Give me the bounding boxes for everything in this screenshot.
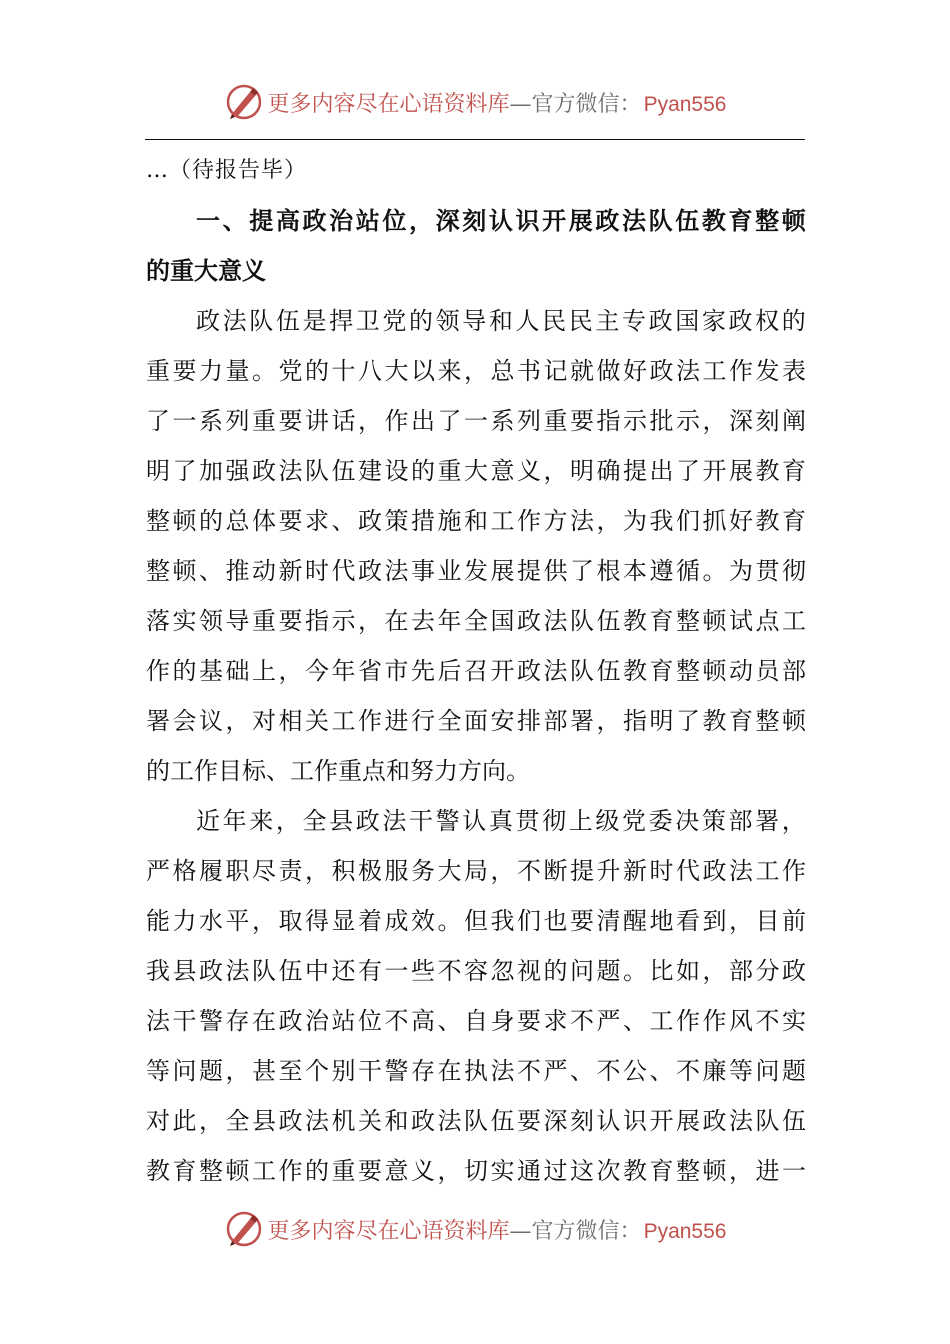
paragraph-line: 我 县 政 法 队 伍 中 还 有 一 些 不 容 忽 视 的 问 题 。 比 如 ， 部 分 政 bbox=[146, 957, 806, 985]
paragraph-line: 重 要 力 量 。 党 的 十 八 大 以 来 ， 总 书 记 就 做 好 政 法 工 作 发 表 bbox=[146, 357, 806, 385]
paragraph-line: 严 格 履 职 尽 责 ， 积 极 服 务 大 局 ， 不 断 提 升 新 时 代 政 法 工 作 bbox=[146, 857, 806, 885]
paragraph-line: 等 问 题 ， 甚 至 个 别 干 警 存 在 执 法 不 严 、 不 公 、 不 廉 等 问 题 bbox=[146, 1057, 806, 1085]
paragraph-line: 近 年 来 ， 全 县 政 法 干 警 认 真 贯 彻 上 级 党 委 决 策 部 署 ， bbox=[196, 807, 806, 835]
watermark-middle: —官方微信： bbox=[509, 1218, 642, 1244]
header-watermark bbox=[0, 80, 950, 124]
paragraph-2 bbox=[146, 796, 806, 1196]
watermark-account: Pyan556 bbox=[643, 1219, 727, 1243]
footer-watermark bbox=[0, 1207, 950, 1251]
paragraph-line: 整 顿 的 总 体 要 求 、 政 策 措 施 和 工 作 方 法 ， 为 我 们 抓 好 教 育 bbox=[146, 507, 806, 535]
paragraph-line: 署 会 议 ， 对 相 关 工 作 进 行 全 面 安 排 部 署 ， 指 明 了 教 育 整 顿 bbox=[146, 707, 806, 735]
paragraph-line: 落 实 领 导 重 要 指 示 ， 在 去 年 全 国 政 法 队 伍 教 育 整 顿 试 点 工 bbox=[146, 607, 806, 635]
pen-logo-icon bbox=[224, 1209, 264, 1249]
paragraph-line: 对 此 ， 全 县 政 法 机 关 和 政 法 队 伍 要 深 刻 认 识 开 展 政 法 队 伍 bbox=[146, 1107, 806, 1135]
document-body bbox=[146, 146, 806, 1196]
header-divider bbox=[145, 139, 805, 140]
paragraph-line: 政 法 队 伍 是 捍 卫 党 的 领 导 和 人 民 民 主 专 政 国 家 政 权 的 bbox=[196, 307, 806, 335]
paragraph-line: 作 的 基 础 上 ， 今 年 省 市 先 后 召 开 政 法 队 伍 教 育 整 顿 动 员 部 bbox=[146, 657, 806, 685]
paragraph-1 bbox=[146, 296, 806, 796]
watermark-account: Pyan556 bbox=[643, 92, 727, 116]
paragraph-line: 了 一 系 列 重 要 讲 话 ， 作 出 了 一 系 列 重 要 指 示 批 示 ， 深 刻 阐 bbox=[146, 407, 806, 435]
watermark-brand: 更多内容尽在心语资料库 bbox=[267, 1218, 510, 1244]
paragraph-line: 能 力 水 平 ， 取 得 显 着 成 效 。 但 我 们 也 要 清 醒 地 看 到 ， 目 前 bbox=[146, 907, 806, 935]
section-heading-line-2: 的重大意义 bbox=[146, 257, 266, 285]
paragraph-line: 法 干 警 存 在 政 治 站 位 不 高 、 自 身 要 求 不 严 、 工 作 作 风 不 实 bbox=[146, 1007, 806, 1035]
paragraph-line: 明 了 加 强 政 法 队 伍 建 设 的 重 大 意 义 ， 明 确 提 出 了 开 展 教 育 bbox=[146, 457, 806, 485]
pen-logo-icon bbox=[224, 82, 264, 122]
continuation-text: …（待报告毕） bbox=[146, 158, 308, 183]
watermark-middle: —官方微信： bbox=[509, 91, 642, 117]
paragraph-line: 的工作目标、工作重点和努力方向。 bbox=[146, 757, 530, 785]
paragraph-line: 教 育 整 顿 工 作 的 重 要 意 义 ， 切 实 通 过 这 次 教 育 整 顿 ， 进 一 bbox=[146, 1157, 806, 1185]
watermark-brand: 更多内容尽在心语资料库 bbox=[267, 91, 510, 117]
section-heading-line-1: 一 、 提 高 政 治 站 位 ， 深 刻 认 识 开 展 政 法 队 伍 教 育 整 顿 bbox=[196, 207, 806, 235]
paragraph-line: 整 顿 、 推 动 新 时 代 政 法 事 业 发 展 提 供 了 根 本 遵 循 。 为 贯 彻 bbox=[146, 557, 806, 585]
